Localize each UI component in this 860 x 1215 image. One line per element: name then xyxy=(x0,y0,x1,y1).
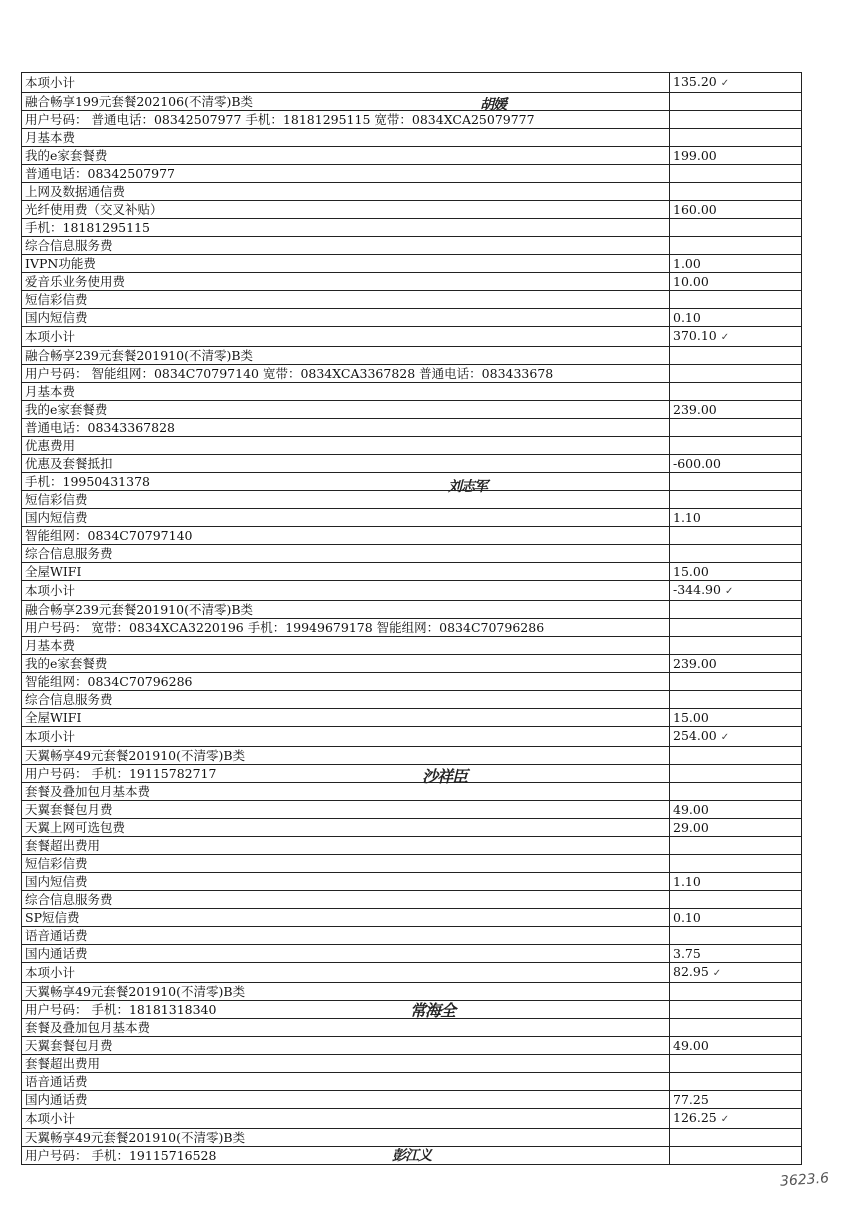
item-amount-cell xyxy=(670,801,802,819)
item-label: 月基本费 xyxy=(22,637,670,655)
item-amount-cell xyxy=(670,183,802,201)
item-amount: 15.00 xyxy=(673,564,709,579)
item-amount-cell xyxy=(670,873,802,891)
item-amount-cell xyxy=(670,327,802,347)
table-row xyxy=(22,601,802,619)
table-row xyxy=(22,273,802,291)
item-label: 语音通话费 xyxy=(22,927,670,945)
item-amount-cell xyxy=(670,1037,802,1055)
item-label: 国内通话费 xyxy=(22,1091,670,1109)
item-label: 套餐及叠加包月基本费 xyxy=(22,1019,670,1037)
item-label: 用户号码： 普通电话：08342507977 手机：18181295115 宽带：0834XCA25079777 xyxy=(22,111,670,129)
item-label: 本项小计 xyxy=(22,727,670,747)
item-amount-cell xyxy=(670,1055,802,1073)
subtotal-row xyxy=(22,73,802,93)
item-label: 用户号码： 智能组网：0834C70797140 宽带：0834XCA3367828 普通电话：083433678 xyxy=(22,365,670,383)
item-label: 融合畅享199元套餐202106(不清零)B类 xyxy=(22,93,670,111)
item-amount-cell xyxy=(670,419,802,437)
table-row xyxy=(22,563,802,581)
table-row xyxy=(22,291,802,309)
item-label: 融合畅享239元套餐201910(不清零)B类 xyxy=(22,601,670,619)
table-row xyxy=(22,509,802,527)
item-amount-cell xyxy=(670,601,802,619)
item-amount: 3.75 xyxy=(673,946,701,961)
handwritten-page-mark: 3623.6 xyxy=(779,1170,830,1190)
item-amount-cell xyxy=(670,837,802,855)
table-row xyxy=(22,491,802,509)
item-amount-cell xyxy=(670,855,802,873)
table-row xyxy=(22,1037,802,1055)
item-label: 综合信息服务费 xyxy=(22,691,670,709)
handwritten-signature-2: 刘志军 xyxy=(448,479,487,495)
item-amount: 1.10 xyxy=(673,874,701,889)
item-amount-cell xyxy=(670,747,802,765)
item-label: 普通电话：08343367828 xyxy=(22,419,670,437)
item-label: SP短信费 xyxy=(22,909,670,927)
item-amount-cell xyxy=(670,73,802,93)
table-row xyxy=(22,709,802,727)
item-label: 短信彩信费 xyxy=(22,291,670,309)
item-amount-cell xyxy=(670,819,802,837)
item-label: 国内短信费 xyxy=(22,509,670,527)
item-label: 用户号码： 手机：19115716528 xyxy=(22,1147,670,1165)
subtotal-row xyxy=(22,727,802,747)
checkmark-icon: ✓ xyxy=(712,968,722,979)
item-label: 月基本费 xyxy=(22,383,670,401)
item-label: 优惠及套餐抵扣 xyxy=(22,455,670,473)
item-amount-cell xyxy=(670,473,802,491)
item-label: 智能组网：0834C70796286 xyxy=(22,673,670,691)
item-amount: 1.00 xyxy=(673,256,701,271)
item-amount-cell xyxy=(670,491,802,509)
item-amount: 0.10 xyxy=(673,310,701,325)
item-label: 本项小计 xyxy=(22,1109,670,1129)
subtotal-row xyxy=(22,327,802,347)
item-amount: 126.25 xyxy=(673,1110,717,1125)
item-amount: 1.10 xyxy=(673,510,701,525)
table-row xyxy=(22,201,802,219)
table-row xyxy=(22,801,802,819)
item-amount-cell xyxy=(670,365,802,383)
subtotal-row xyxy=(22,581,802,601)
item-amount-cell xyxy=(670,563,802,581)
item-label: 语音通话费 xyxy=(22,1073,670,1091)
table-row xyxy=(22,891,802,909)
item-label: 我的e家套餐费 xyxy=(22,401,670,419)
table-row xyxy=(22,183,802,201)
item-amount: -600.00 xyxy=(673,456,721,471)
item-amount-cell xyxy=(670,909,802,927)
item-amount: 0.10 xyxy=(673,910,701,925)
item-label: 天翼畅享49元套餐201910(不清零)B类 xyxy=(22,1129,670,1147)
item-amount-cell xyxy=(670,93,802,111)
item-label: 全屋WIFI xyxy=(22,563,670,581)
item-label: 天翼套餐包月费 xyxy=(22,801,670,819)
item-amount-cell xyxy=(670,1129,802,1147)
item-label: 我的e家套餐费 xyxy=(22,147,670,165)
table-row xyxy=(22,527,802,545)
table-row xyxy=(22,129,802,147)
table-row xyxy=(22,545,802,563)
item-amount-cell xyxy=(670,1073,802,1091)
table-row xyxy=(22,637,802,655)
item-amount-cell xyxy=(670,945,802,963)
item-amount-cell xyxy=(670,309,802,327)
table-row xyxy=(22,111,802,129)
item-amount: 135.20 xyxy=(673,74,717,89)
item-amount: -344.90 xyxy=(673,582,721,597)
table-row xyxy=(22,383,802,401)
item-amount-cell xyxy=(670,255,802,273)
item-amount: 49.00 xyxy=(673,802,709,817)
item-amount-cell xyxy=(670,1001,802,1019)
item-label: 短信彩信费 xyxy=(22,491,670,509)
subtotal-row xyxy=(22,963,802,983)
item-label: 爱音乐业务使用费 xyxy=(22,273,670,291)
checkmark-icon: ✓ xyxy=(720,732,730,743)
table-row xyxy=(22,909,802,927)
item-amount-cell xyxy=(670,347,802,365)
table-row xyxy=(22,819,802,837)
item-amount: 29.00 xyxy=(673,820,709,835)
checkmark-icon: ✓ xyxy=(720,1114,730,1125)
table-row xyxy=(22,1073,802,1091)
table-row xyxy=(22,455,802,473)
table-row xyxy=(22,437,802,455)
item-label: 国内短信费 xyxy=(22,873,670,891)
item-label: 全屋WIFI xyxy=(22,709,670,727)
item-amount-cell xyxy=(670,455,802,473)
table-row xyxy=(22,747,802,765)
table-row xyxy=(22,855,802,873)
table-row xyxy=(22,147,802,165)
item-label: 综合信息服务费 xyxy=(22,545,670,563)
handwritten-signature-4: 常海全 xyxy=(410,1001,456,1020)
item-amount-cell xyxy=(670,709,802,727)
table-row xyxy=(22,691,802,709)
item-label: 融合畅享239元套餐201910(不清零)B类 xyxy=(22,347,670,365)
handwritten-signature-1: 胡媛 xyxy=(480,97,506,113)
item-label: 用户号码： 手机：19115782717 xyxy=(22,765,670,783)
handwritten-signature-3: 沙祥臣 xyxy=(422,767,468,786)
table-row xyxy=(22,673,802,691)
item-label: 本项小计 xyxy=(22,963,670,983)
item-amount-cell xyxy=(670,383,802,401)
item-label: 手机：19950431378 xyxy=(22,473,670,491)
table-row xyxy=(22,945,802,963)
table-row xyxy=(22,419,802,437)
item-amount-cell xyxy=(670,165,802,183)
item-amount-cell xyxy=(670,527,802,545)
item-amount-cell xyxy=(670,691,802,709)
item-label: 普通电话：08342507977 xyxy=(22,165,670,183)
table-row xyxy=(22,619,802,637)
item-amount: 15.00 xyxy=(673,710,709,725)
table-row xyxy=(22,237,802,255)
item-amount-cell xyxy=(670,655,802,673)
handwritten-signature-5: 彭江义 xyxy=(392,1148,431,1164)
item-amount-cell xyxy=(670,727,802,747)
item-amount: 239.00 xyxy=(673,402,717,417)
item-label: 本项小计 xyxy=(22,581,670,601)
item-amount-cell xyxy=(670,237,802,255)
item-label: 智能组网：0834C70797140 xyxy=(22,527,670,545)
item-amount-cell xyxy=(670,619,802,637)
table-row xyxy=(22,255,802,273)
table-row xyxy=(22,309,802,327)
checkmark-icon: ✓ xyxy=(724,586,734,597)
item-amount-cell xyxy=(670,201,802,219)
item-amount-cell xyxy=(670,1019,802,1037)
table-row xyxy=(22,655,802,673)
item-label: 手机：18181295115 xyxy=(22,219,670,237)
item-amount-cell xyxy=(670,1091,802,1109)
item-label: 我的e家套餐费 xyxy=(22,655,670,673)
table-row xyxy=(22,783,802,801)
item-label: 优惠费用 xyxy=(22,437,670,455)
table-row xyxy=(22,365,802,383)
item-label: 天翼套餐包月费 xyxy=(22,1037,670,1055)
item-label: 用户号码： 手机：18181318340 xyxy=(22,1001,670,1019)
item-amount: 199.00 xyxy=(673,148,717,163)
item-label: 本项小计 xyxy=(22,327,670,347)
item-label: IVPN功能费 xyxy=(22,255,670,273)
item-amount-cell xyxy=(670,147,802,165)
item-amount-cell xyxy=(670,765,802,783)
item-amount: 77.25 xyxy=(673,1092,709,1107)
item-label: 天翼畅享49元套餐201910(不清零)B类 xyxy=(22,747,670,765)
table-row xyxy=(22,837,802,855)
subtotal-row xyxy=(22,1109,802,1129)
item-label: 国内短信费 xyxy=(22,309,670,327)
item-label: 天翼畅享49元套餐201910(不清零)B类 xyxy=(22,983,670,1001)
item-label: 综合信息服务费 xyxy=(22,237,670,255)
item-label: 用户号码： 宽带：0834XCA3220196 手机：19949679178 智能组网：0834C70796286 xyxy=(22,619,670,637)
item-amount-cell xyxy=(670,1147,802,1165)
table-row xyxy=(22,165,802,183)
item-amount-cell xyxy=(670,637,802,655)
item-amount-cell xyxy=(670,963,802,983)
item-amount: 254.00 xyxy=(673,728,717,743)
table-row xyxy=(22,473,802,491)
item-label: 综合信息服务费 xyxy=(22,891,670,909)
item-amount-cell xyxy=(670,129,802,147)
item-amount: 160.00 xyxy=(673,202,717,217)
item-amount-cell xyxy=(670,437,802,455)
item-amount-cell xyxy=(670,273,802,291)
checkmark-icon: ✓ xyxy=(720,332,730,343)
table-row xyxy=(22,347,802,365)
item-label: 国内通话费 xyxy=(22,945,670,963)
checkmark-icon: ✓ xyxy=(720,78,730,89)
item-amount: 10.00 xyxy=(673,274,709,289)
item-label: 套餐超出费用 xyxy=(22,1055,670,1073)
item-label: 短信彩信费 xyxy=(22,855,670,873)
table-row xyxy=(22,1019,802,1037)
item-label: 光纤使用费（交叉补贴） xyxy=(22,201,670,219)
item-label: 套餐及叠加包月基本费 xyxy=(22,783,670,801)
item-amount: 370.10 xyxy=(673,328,717,343)
table-row xyxy=(22,873,802,891)
item-amount-cell xyxy=(670,291,802,309)
table-row xyxy=(22,1055,802,1073)
item-amount-cell xyxy=(670,509,802,527)
item-label: 套餐超出费用 xyxy=(22,837,670,855)
item-amount-cell xyxy=(670,545,802,563)
item-amount-cell xyxy=(670,1109,802,1129)
item-label: 上网及数据通信费 xyxy=(22,183,670,201)
table-row xyxy=(22,1091,802,1109)
item-label: 本项小计 xyxy=(22,73,670,93)
item-amount-cell xyxy=(670,581,802,601)
item-amount-cell xyxy=(670,111,802,129)
table-row xyxy=(22,1129,802,1147)
item-amount-cell xyxy=(670,927,802,945)
item-amount-cell xyxy=(670,673,802,691)
table-row xyxy=(22,219,802,237)
item-label: 天翼上网可选包费 xyxy=(22,819,670,837)
item-amount-cell xyxy=(670,983,802,1001)
table-row xyxy=(22,93,802,111)
item-amount-cell xyxy=(670,783,802,801)
item-amount-cell xyxy=(670,401,802,419)
table-row xyxy=(22,765,802,783)
table-row xyxy=(22,927,802,945)
item-amount: 49.00 xyxy=(673,1038,709,1053)
table-row xyxy=(22,401,802,419)
item-amount-cell xyxy=(670,219,802,237)
item-amount-cell xyxy=(670,891,802,909)
item-amount: 239.00 xyxy=(673,656,717,671)
item-amount: 82.95 xyxy=(673,964,709,979)
item-label: 月基本费 xyxy=(22,129,670,147)
